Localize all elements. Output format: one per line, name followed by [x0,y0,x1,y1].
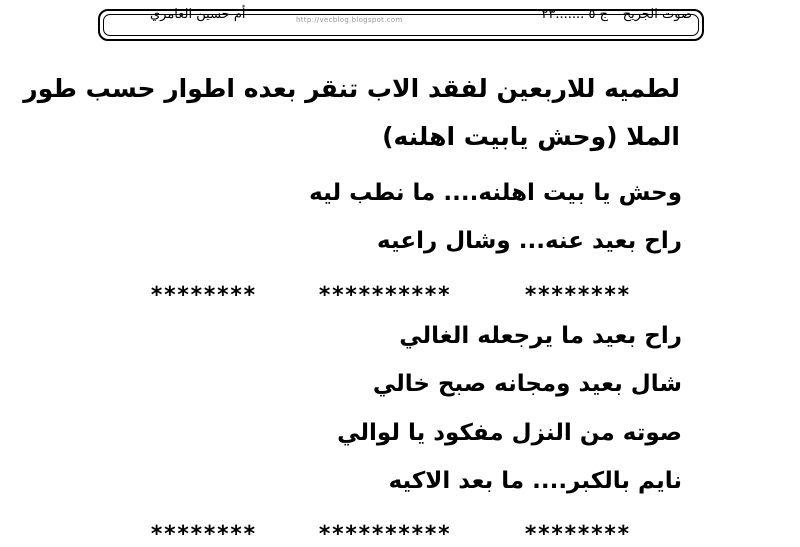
verse-line: راح بعيد عنه... وشال راعيه [377,228,682,254]
title-line-1: لطميه للاربعين لفقد الاب تنقر بعده اطوار حسب طور [23,74,680,103]
star-separator: ********** [318,522,451,547]
verse-line: وحش يا بيت اهلنه.... ما نطب ليه [309,180,682,206]
verse-line: صوته من النزل مفكود يا لوالي [337,420,682,446]
verse-line: نايم بالكبر.... ما بعد الاكيه [388,468,682,494]
header-author: أم حسين العامري [150,7,246,22]
star-separator: ******** [524,283,630,308]
star-separator: ******** [150,283,256,308]
header-url-watermark: http://vecblog.blogspot.com [296,16,403,24]
verse-line: شال بعيد ومجانه صبح خالي [372,371,682,397]
star-separator: ******** [150,522,256,547]
star-separator: ********** [318,283,451,308]
star-separator: ******** [524,522,630,547]
header-book-title: صوت الجريح – ج ٥ .......٢٣ [541,7,692,22]
verse-line: راح بعيد ما يرجعله الغالي [399,323,682,349]
title-line-2: الملا (وحش يابيت اهلنه) [382,122,680,151]
